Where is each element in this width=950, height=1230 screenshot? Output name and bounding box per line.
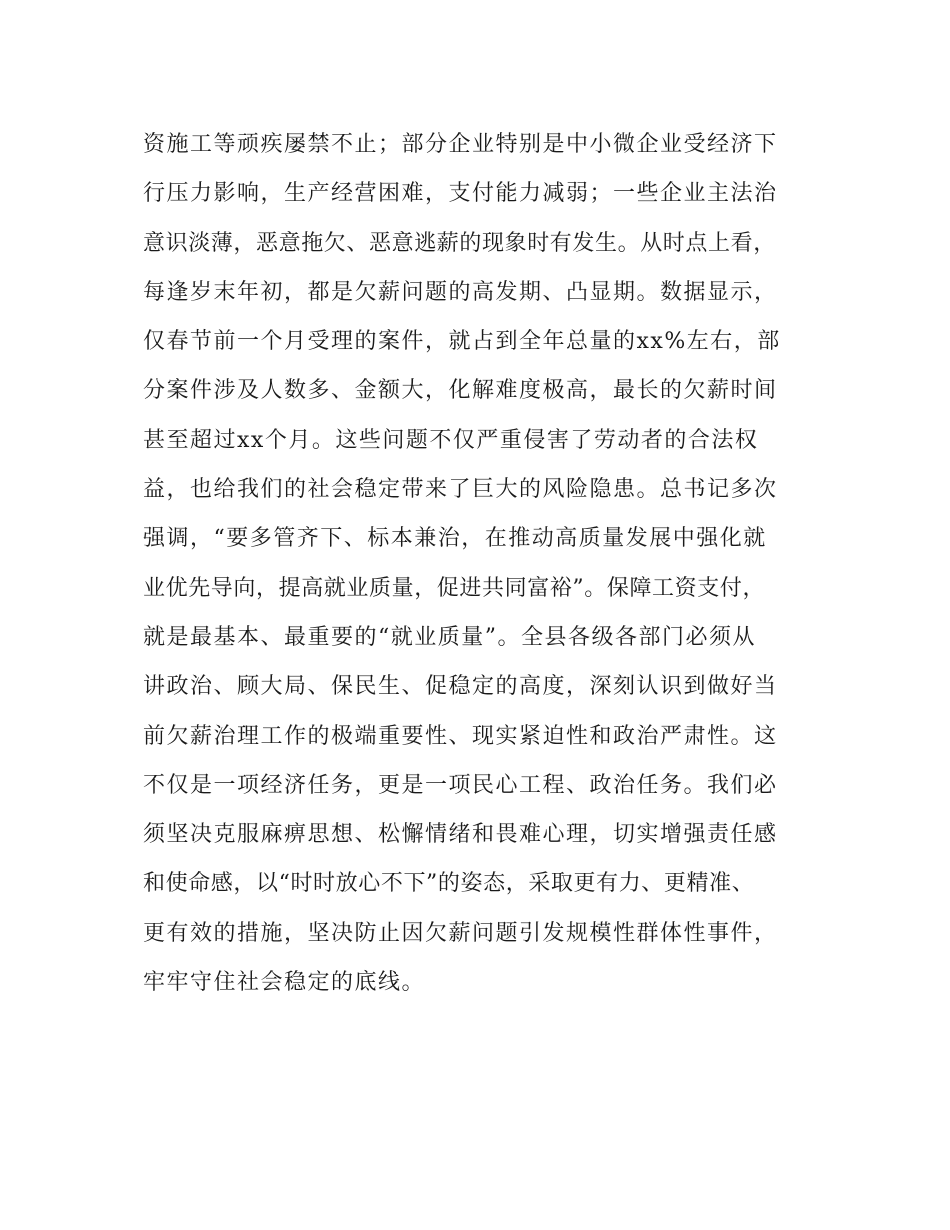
paragraph-line: 行压力影响，生产经营困难，支付能力减弱；一些企业主法治 (143, 181, 778, 207)
paragraph-line: 就是最基本、最重要的“就业质量”。全县各级各部门必须从 (143, 624, 756, 650)
paragraph-line: 仅春节前一个月受理的案件，就占到全年总量的xx%左右，部 (143, 329, 781, 355)
paragraph-line: 益，也给我们的社会稳定带来了巨大的风险隐患。总书记多次 (143, 477, 778, 503)
paragraph-line: 更有效的措施，坚决防止因欠薪问题引发规模性群体性事件， (143, 920, 778, 946)
body-paragraph (143, 120, 843, 1007)
paragraph-line: 不仅是一项经济任务，更是一项民心工程、政治任务。我们必 (143, 772, 778, 798)
paragraph-line: 意识淡薄，恶意拖欠、恶意逃薪的现象时有发生。从时点上看， (143, 230, 776, 256)
paragraph-line: 和使命感，以“时时放心不下”的姿态，采取更有力、更精准、 (143, 871, 755, 897)
paragraph-line: 讲政治、顾大局、保民生、促稳定的高度，深刻认识到做好当 (143, 674, 778, 700)
paragraph-line: 须坚决克服麻痹思想、松懈情绪和畏难心理，切实增强责任感 (143, 822, 778, 848)
paragraph-line: 业优先导向，提高就业质量，促进共同富裕”。保障工资支付， (143, 575, 766, 601)
paragraph-line: 资施工等顽疾屡禁不止；部分企业特别是中小微企业受经济下 (143, 132, 778, 157)
paragraph-line: 分案件涉及人数多、金额大，化解难度极高，最长的欠薪时间 (143, 378, 778, 404)
paragraph-line: 甚至超过xx个月。这些问题不仅严重侵害了劳动者的合法权 (143, 427, 759, 453)
paragraph-line: 前欠薪治理工作的极端重要性、现实紧迫性和政治严肃性。这 (143, 723, 778, 749)
paragraph-line: 牢牢守住社会稳定的底线。 (143, 970, 426, 996)
paragraph-line: 强调，“要多管齐下、标本兼治，在推动高质量发展中强化就 (143, 526, 767, 552)
paragraph-line: 每逢岁末年初，都是欠薪问题的高发期、凸显期。数据显示， (143, 279, 778, 305)
